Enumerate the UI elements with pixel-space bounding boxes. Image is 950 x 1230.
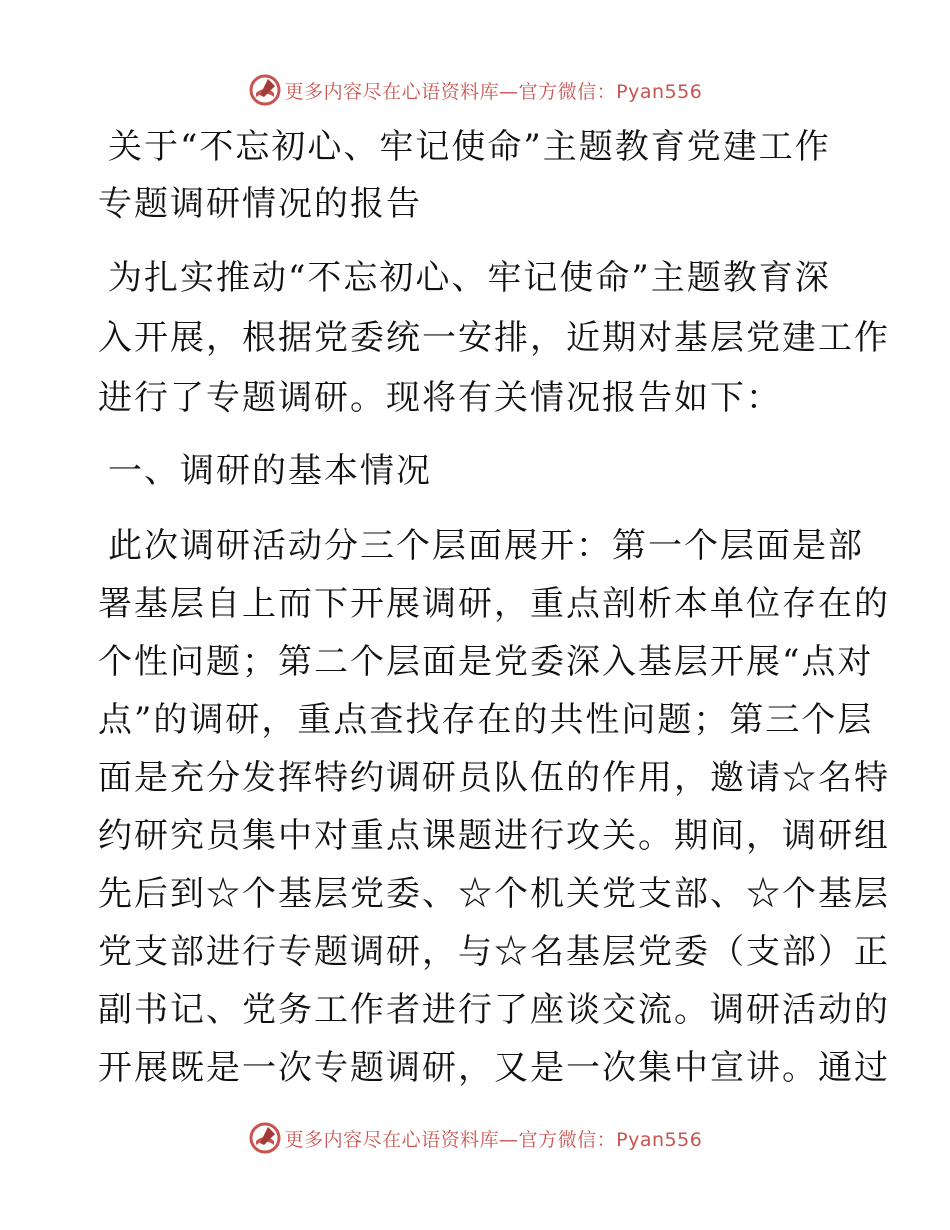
watermark-text: 更多内容尽在心语资料库—官方微信：Pyan556 — [284, 80, 703, 103]
watermark-header — [0, 70, 950, 110]
body-line-5: 面是充分发挥特约调研员队伍的作用，邀请☆名特 — [98, 758, 890, 798]
body-line-2: 署基层自上而下开展调研，重点剖析本单位存在的 — [98, 584, 890, 624]
watermark-footer — [0, 1118, 950, 1158]
intro-line-2: 入开展，根据党委统一安排，近期对基层党建工作 — [98, 318, 890, 358]
body-line-3: 个性问题；第二个层面是党委深入基层开展“点对 — [98, 642, 874, 682]
body-line-6: 约研究员集中对重点课题进行攻关。期间，调研组 — [98, 816, 890, 856]
title-line-1: 关于“不忘初心、牢记使命”主题教育党建工作 — [108, 127, 831, 167]
body-line-7: 先后到☆个基层党委、☆个机关党支部、☆个基层 — [98, 874, 890, 914]
body-line-10: 开展既是一次专题调研，又是一次集中宣讲。通过 — [98, 1048, 890, 1088]
body-line-4: 点”的调研，重点查找存在的共性问题；第三个层 — [98, 700, 874, 740]
intro-line-1: 为扎实推动“不忘初心、牢记使命”主题教育深 — [108, 258, 831, 298]
body-line-1: 此次调研活动分三个层面展开：第一个层面是部 — [108, 526, 864, 566]
watermark-text: 更多内容尽在心语资料库—官方微信：Pyan556 — [284, 1128, 703, 1151]
body-line-9: 副书记、党务工作者进行了座谈交流。调研活动的 — [98, 990, 890, 1030]
section-heading: 一、调研的基本情况 — [108, 451, 432, 491]
body-line-8: 党支部进行专题调研，与☆名基层党委（支部）正 — [98, 932, 890, 972]
title-line-2: 专题调研情况的报告 — [98, 184, 422, 224]
intro-line-3: 进行了专题调研。现将有关情况报告如下： — [98, 378, 782, 418]
book-pen-logo — [248, 1121, 282, 1155]
book-pen-logo — [248, 73, 282, 107]
